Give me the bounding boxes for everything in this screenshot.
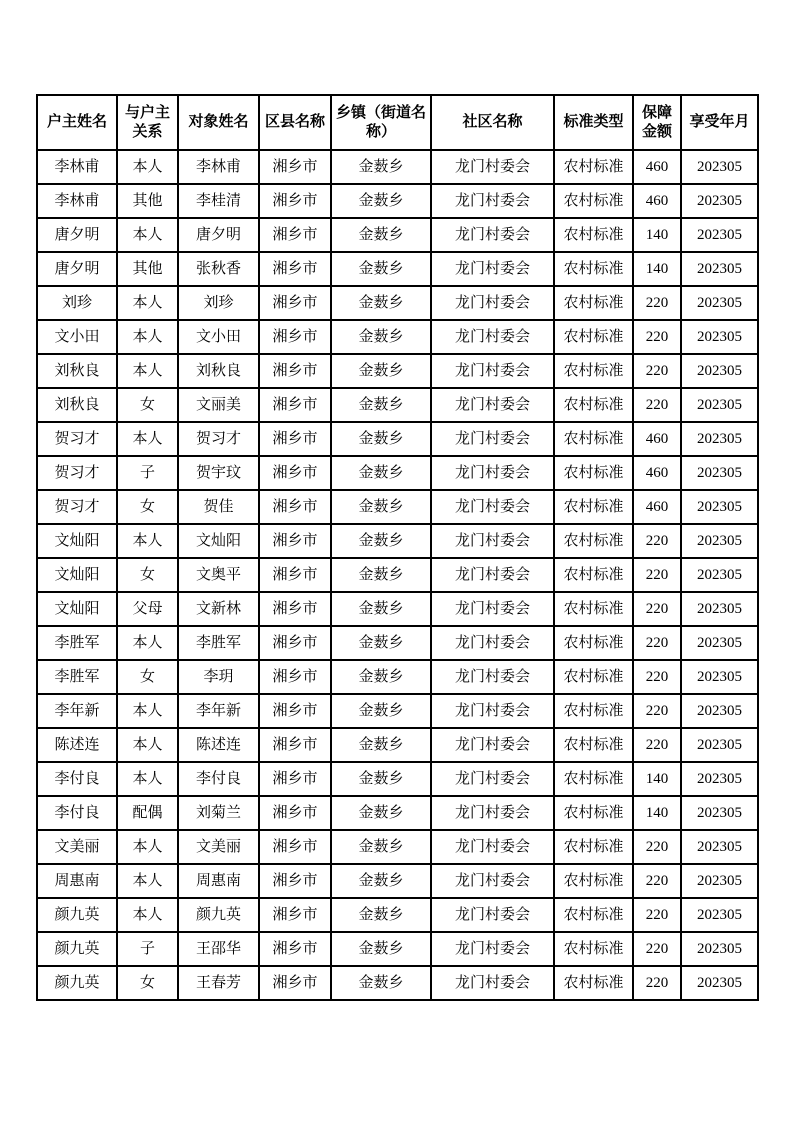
cell-township-street-name: 金薮乡 [331, 762, 431, 796]
cell-household-head-name: 刘秋良 [37, 354, 117, 388]
cell-household-head-name: 文灿阳 [37, 524, 117, 558]
cell-guarantee-amount: 220 [633, 898, 681, 932]
cell-township-street-name: 金薮乡 [331, 796, 431, 830]
cell-township-street-name: 金薮乡 [331, 728, 431, 762]
table-row [37, 762, 758, 796]
cell-benefit-year-month: 202305 [681, 150, 758, 184]
cell-subject-name: 文小田 [178, 320, 259, 354]
cell-benefit-year-month: 202305 [681, 558, 758, 592]
table-row [37, 184, 758, 218]
cell-subject-name: 唐夕明 [178, 218, 259, 252]
cell-benefit-year-month: 202305 [681, 694, 758, 728]
cell-subject-name: 张秋香 [178, 252, 259, 286]
cell-subject-name: 刘秋良 [178, 354, 259, 388]
cell-township-street-name: 金薮乡 [331, 694, 431, 728]
cell-guarantee-amount: 220 [633, 660, 681, 694]
cell-community-name: 龙门村委会 [431, 150, 554, 184]
header-row [37, 95, 758, 150]
cell-relationship-to-head: 女 [117, 558, 178, 592]
cell-community-name: 龙门村委会 [431, 966, 554, 1000]
cell-township-street-name: 金薮乡 [331, 218, 431, 252]
cell-standard-type: 农村标准 [554, 558, 633, 592]
cell-subject-name: 文灿阳 [178, 524, 259, 558]
cell-township-street-name: 金薮乡 [331, 422, 431, 456]
welfare-benefits-table [36, 94, 759, 1001]
cell-standard-type: 农村标准 [554, 966, 633, 1000]
cell-standard-type: 农村标准 [554, 592, 633, 626]
cell-standard-type: 农村标准 [554, 694, 633, 728]
cell-standard-type: 农村标准 [554, 762, 633, 796]
cell-household-head-name: 文小田 [37, 320, 117, 354]
cell-community-name: 龙门村委会 [431, 354, 554, 388]
cell-district-name: 湘乡市 [259, 796, 331, 830]
cell-household-head-name: 唐夕明 [37, 218, 117, 252]
header-standard-type: 标准类型 [554, 95, 633, 150]
cell-relationship-to-head: 其他 [117, 252, 178, 286]
cell-subject-name: 王春芳 [178, 966, 259, 1000]
cell-community-name: 龙门村委会 [431, 320, 554, 354]
header-household-head-name: 户主姓名 [37, 95, 117, 150]
cell-household-head-name: 文美丽 [37, 830, 117, 864]
cell-township-street-name: 金薮乡 [331, 626, 431, 660]
cell-household-head-name: 文灿阳 [37, 558, 117, 592]
cell-relationship-to-head: 其他 [117, 184, 178, 218]
cell-guarantee-amount: 220 [633, 354, 681, 388]
cell-subject-name: 李桂清 [178, 184, 259, 218]
cell-community-name: 龙门村委会 [431, 422, 554, 456]
cell-district-name: 湘乡市 [259, 558, 331, 592]
cell-household-head-name: 刘秋良 [37, 388, 117, 422]
table-row [37, 694, 758, 728]
cell-standard-type: 农村标准 [554, 660, 633, 694]
cell-standard-type: 农村标准 [554, 524, 633, 558]
table-row [37, 626, 758, 660]
cell-subject-name: 李玥 [178, 660, 259, 694]
cell-relationship-to-head: 父母 [117, 592, 178, 626]
cell-standard-type: 农村标准 [554, 286, 633, 320]
cell-district-name: 湘乡市 [259, 626, 331, 660]
cell-district-name: 湘乡市 [259, 388, 331, 422]
cell-household-head-name: 李付良 [37, 796, 117, 830]
cell-guarantee-amount: 220 [633, 388, 681, 422]
cell-district-name: 湘乡市 [259, 694, 331, 728]
table-row [37, 388, 758, 422]
cell-benefit-year-month: 202305 [681, 354, 758, 388]
cell-district-name: 湘乡市 [259, 966, 331, 1000]
cell-district-name: 湘乡市 [259, 592, 331, 626]
cell-district-name: 湘乡市 [259, 218, 331, 252]
cell-district-name: 湘乡市 [259, 524, 331, 558]
cell-relationship-to-head: 本人 [117, 626, 178, 660]
cell-guarantee-amount: 140 [633, 218, 681, 252]
cell-relationship-to-head: 本人 [117, 694, 178, 728]
table-row [37, 728, 758, 762]
cell-benefit-year-month: 202305 [681, 932, 758, 966]
cell-standard-type: 农村标准 [554, 830, 633, 864]
cell-subject-name: 周惠南 [178, 864, 259, 898]
cell-subject-name: 李胜军 [178, 626, 259, 660]
cell-household-head-name: 李付良 [37, 762, 117, 796]
document-page [36, 94, 757, 1001]
cell-township-street-name: 金薮乡 [331, 524, 431, 558]
cell-township-street-name: 金薮乡 [331, 864, 431, 898]
cell-guarantee-amount: 460 [633, 150, 681, 184]
cell-relationship-to-head: 本人 [117, 150, 178, 184]
table-row [37, 524, 758, 558]
cell-relationship-to-head: 本人 [117, 898, 178, 932]
cell-community-name: 龙门村委会 [431, 864, 554, 898]
cell-guarantee-amount: 220 [633, 830, 681, 864]
header-guarantee-amount: 保障金额 [633, 95, 681, 150]
cell-community-name: 龙门村委会 [431, 762, 554, 796]
cell-benefit-year-month: 202305 [681, 864, 758, 898]
cell-township-street-name: 金薮乡 [331, 286, 431, 320]
cell-standard-type: 农村标准 [554, 388, 633, 422]
cell-benefit-year-month: 202305 [681, 592, 758, 626]
cell-household-head-name: 文灿阳 [37, 592, 117, 626]
cell-district-name: 湘乡市 [259, 252, 331, 286]
cell-benefit-year-month: 202305 [681, 626, 758, 660]
cell-standard-type: 农村标准 [554, 932, 633, 966]
cell-community-name: 龙门村委会 [431, 830, 554, 864]
cell-relationship-to-head: 本人 [117, 762, 178, 796]
cell-guarantee-amount: 220 [633, 286, 681, 320]
cell-standard-type: 农村标准 [554, 354, 633, 388]
cell-district-name: 湘乡市 [259, 864, 331, 898]
cell-guarantee-amount: 460 [633, 184, 681, 218]
cell-standard-type: 农村标准 [554, 218, 633, 252]
cell-standard-type: 农村标准 [554, 320, 633, 354]
cell-relationship-to-head: 本人 [117, 524, 178, 558]
cell-guarantee-amount: 220 [633, 592, 681, 626]
cell-benefit-year-month: 202305 [681, 898, 758, 932]
cell-guarantee-amount: 140 [633, 796, 681, 830]
cell-township-street-name: 金薮乡 [331, 184, 431, 218]
cell-subject-name: 颜九英 [178, 898, 259, 932]
cell-household-head-name: 贺习才 [37, 422, 117, 456]
header-relationship-to-head: 与户主关系 [117, 95, 178, 150]
cell-township-street-name: 金薮乡 [331, 932, 431, 966]
cell-district-name: 湘乡市 [259, 354, 331, 388]
table-row [37, 898, 758, 932]
cell-district-name: 湘乡市 [259, 830, 331, 864]
cell-community-name: 龙门村委会 [431, 252, 554, 286]
cell-community-name: 龙门村委会 [431, 660, 554, 694]
table-row [37, 354, 758, 388]
cell-guarantee-amount: 140 [633, 762, 681, 796]
table-row [37, 456, 758, 490]
cell-relationship-to-head: 女 [117, 388, 178, 422]
cell-subject-name: 李年新 [178, 694, 259, 728]
cell-township-street-name: 金薮乡 [331, 490, 431, 524]
cell-community-name: 龙门村委会 [431, 694, 554, 728]
cell-household-head-name: 贺习才 [37, 490, 117, 524]
cell-township-street-name: 金薮乡 [331, 456, 431, 490]
cell-guarantee-amount: 220 [633, 320, 681, 354]
cell-household-head-name: 唐夕明 [37, 252, 117, 286]
cell-relationship-to-head: 本人 [117, 218, 178, 252]
cell-benefit-year-month: 202305 [681, 830, 758, 864]
cell-household-head-name: 贺习才 [37, 456, 117, 490]
cell-district-name: 湘乡市 [259, 762, 331, 796]
header-community-name: 社区名称 [431, 95, 554, 150]
cell-standard-type: 农村标准 [554, 626, 633, 660]
cell-benefit-year-month: 202305 [681, 524, 758, 558]
cell-community-name: 龙门村委会 [431, 456, 554, 490]
table-body [37, 150, 758, 1000]
cell-community-name: 龙门村委会 [431, 218, 554, 252]
cell-relationship-to-head: 女 [117, 660, 178, 694]
cell-district-name: 湘乡市 [259, 490, 331, 524]
cell-township-street-name: 金薮乡 [331, 558, 431, 592]
cell-subject-name: 李付良 [178, 762, 259, 796]
cell-standard-type: 农村标准 [554, 728, 633, 762]
cell-township-street-name: 金薮乡 [331, 898, 431, 932]
cell-subject-name: 贺习才 [178, 422, 259, 456]
cell-standard-type: 农村标准 [554, 422, 633, 456]
cell-community-name: 龙门村委会 [431, 558, 554, 592]
cell-standard-type: 农村标准 [554, 898, 633, 932]
cell-guarantee-amount: 220 [633, 626, 681, 660]
cell-district-name: 湘乡市 [259, 422, 331, 456]
cell-district-name: 湘乡市 [259, 932, 331, 966]
table-row [37, 320, 758, 354]
cell-household-head-name: 周惠南 [37, 864, 117, 898]
cell-district-name: 湘乡市 [259, 320, 331, 354]
cell-standard-type: 农村标准 [554, 150, 633, 184]
cell-township-street-name: 金薮乡 [331, 150, 431, 184]
cell-guarantee-amount: 220 [633, 728, 681, 762]
cell-benefit-year-month: 202305 [681, 218, 758, 252]
cell-benefit-year-month: 202305 [681, 660, 758, 694]
cell-district-name: 湘乡市 [259, 660, 331, 694]
cell-household-head-name: 李林甫 [37, 150, 117, 184]
cell-benefit-year-month: 202305 [681, 456, 758, 490]
cell-relationship-to-head: 本人 [117, 864, 178, 898]
cell-guarantee-amount: 460 [633, 422, 681, 456]
cell-community-name: 龙门村委会 [431, 524, 554, 558]
table-row [37, 864, 758, 898]
cell-township-street-name: 金薮乡 [331, 388, 431, 422]
cell-benefit-year-month: 202305 [681, 966, 758, 1000]
table-row [37, 796, 758, 830]
header-subject-name: 对象姓名 [178, 95, 259, 150]
cell-relationship-to-head: 本人 [117, 320, 178, 354]
table-row [37, 558, 758, 592]
cell-guarantee-amount: 460 [633, 490, 681, 524]
cell-township-street-name: 金薮乡 [331, 966, 431, 1000]
table-row [37, 592, 758, 626]
cell-township-street-name: 金薮乡 [331, 830, 431, 864]
cell-guarantee-amount: 220 [633, 558, 681, 592]
cell-guarantee-amount: 220 [633, 932, 681, 966]
cell-relationship-to-head: 女 [117, 490, 178, 524]
cell-subject-name: 贺佳 [178, 490, 259, 524]
cell-community-name: 龙门村委会 [431, 898, 554, 932]
cell-community-name: 龙门村委会 [431, 490, 554, 524]
cell-household-head-name: 刘珍 [37, 286, 117, 320]
cell-guarantee-amount: 220 [633, 966, 681, 1000]
cell-standard-type: 农村标准 [554, 252, 633, 286]
cell-benefit-year-month: 202305 [681, 762, 758, 796]
cell-subject-name: 王邵华 [178, 932, 259, 966]
cell-household-head-name: 李胜军 [37, 660, 117, 694]
cell-guarantee-amount: 220 [633, 864, 681, 898]
cell-benefit-year-month: 202305 [681, 388, 758, 422]
header-township-street-name: 乡镇（街道名称） [331, 95, 431, 150]
table-row [37, 150, 758, 184]
table-row [37, 252, 758, 286]
cell-community-name: 龙门村委会 [431, 932, 554, 966]
cell-district-name: 湘乡市 [259, 286, 331, 320]
cell-subject-name: 文奥平 [178, 558, 259, 592]
cell-subject-name: 文丽美 [178, 388, 259, 422]
cell-household-head-name: 颜九英 [37, 966, 117, 1000]
cell-township-street-name: 金薮乡 [331, 320, 431, 354]
table-row [37, 422, 758, 456]
cell-benefit-year-month: 202305 [681, 320, 758, 354]
table-row [37, 932, 758, 966]
header-benefit-year-month: 享受年月 [681, 95, 758, 150]
table-header [37, 95, 758, 150]
cell-district-name: 湘乡市 [259, 728, 331, 762]
cell-benefit-year-month: 202305 [681, 490, 758, 524]
cell-guarantee-amount: 460 [633, 456, 681, 490]
cell-household-head-name: 颜九英 [37, 898, 117, 932]
cell-household-head-name: 李年新 [37, 694, 117, 728]
table-row [37, 218, 758, 252]
cell-subject-name: 刘珍 [178, 286, 259, 320]
cell-subject-name: 文新林 [178, 592, 259, 626]
cell-household-head-name: 颜九英 [37, 932, 117, 966]
cell-community-name: 龙门村委会 [431, 184, 554, 218]
cell-relationship-to-head: 本人 [117, 422, 178, 456]
cell-subject-name: 贺宇玟 [178, 456, 259, 490]
table-row [37, 966, 758, 1000]
cell-benefit-year-month: 202305 [681, 728, 758, 762]
cell-district-name: 湘乡市 [259, 456, 331, 490]
cell-relationship-to-head: 子 [117, 932, 178, 966]
cell-guarantee-amount: 220 [633, 694, 681, 728]
table-row [37, 490, 758, 524]
cell-household-head-name: 陈述连 [37, 728, 117, 762]
cell-standard-type: 农村标准 [554, 184, 633, 218]
header-district-name: 区县名称 [259, 95, 331, 150]
cell-standard-type: 农村标准 [554, 864, 633, 898]
cell-relationship-to-head: 本人 [117, 286, 178, 320]
cell-benefit-year-month: 202305 [681, 796, 758, 830]
cell-subject-name: 陈述连 [178, 728, 259, 762]
cell-standard-type: 农村标准 [554, 490, 633, 524]
cell-relationship-to-head: 子 [117, 456, 178, 490]
table-row [37, 830, 758, 864]
cell-township-street-name: 金薮乡 [331, 660, 431, 694]
cell-township-street-name: 金薮乡 [331, 592, 431, 626]
cell-benefit-year-month: 202305 [681, 252, 758, 286]
cell-standard-type: 农村标准 [554, 456, 633, 490]
cell-benefit-year-month: 202305 [681, 422, 758, 456]
cell-relationship-to-head: 配偶 [117, 796, 178, 830]
cell-community-name: 龙门村委会 [431, 796, 554, 830]
cell-subject-name: 刘菊兰 [178, 796, 259, 830]
cell-household-head-name: 李林甫 [37, 184, 117, 218]
cell-community-name: 龙门村委会 [431, 626, 554, 660]
cell-community-name: 龙门村委会 [431, 592, 554, 626]
cell-benefit-year-month: 202305 [681, 286, 758, 320]
cell-subject-name: 李林甫 [178, 150, 259, 184]
cell-guarantee-amount: 220 [633, 524, 681, 558]
cell-community-name: 龙门村委会 [431, 286, 554, 320]
cell-township-street-name: 金薮乡 [331, 252, 431, 286]
cell-relationship-to-head: 本人 [117, 728, 178, 762]
cell-guarantee-amount: 140 [633, 252, 681, 286]
cell-relationship-to-head: 本人 [117, 830, 178, 864]
cell-township-street-name: 金薮乡 [331, 354, 431, 388]
cell-community-name: 龙门村委会 [431, 388, 554, 422]
table-row [37, 286, 758, 320]
cell-district-name: 湘乡市 [259, 184, 331, 218]
cell-standard-type: 农村标准 [554, 796, 633, 830]
cell-district-name: 湘乡市 [259, 898, 331, 932]
table-row [37, 660, 758, 694]
cell-subject-name: 文美丽 [178, 830, 259, 864]
cell-district-name: 湘乡市 [259, 150, 331, 184]
cell-relationship-to-head: 女 [117, 966, 178, 1000]
cell-community-name: 龙门村委会 [431, 728, 554, 762]
cell-benefit-year-month: 202305 [681, 184, 758, 218]
cell-household-head-name: 李胜军 [37, 626, 117, 660]
cell-relationship-to-head: 本人 [117, 354, 178, 388]
